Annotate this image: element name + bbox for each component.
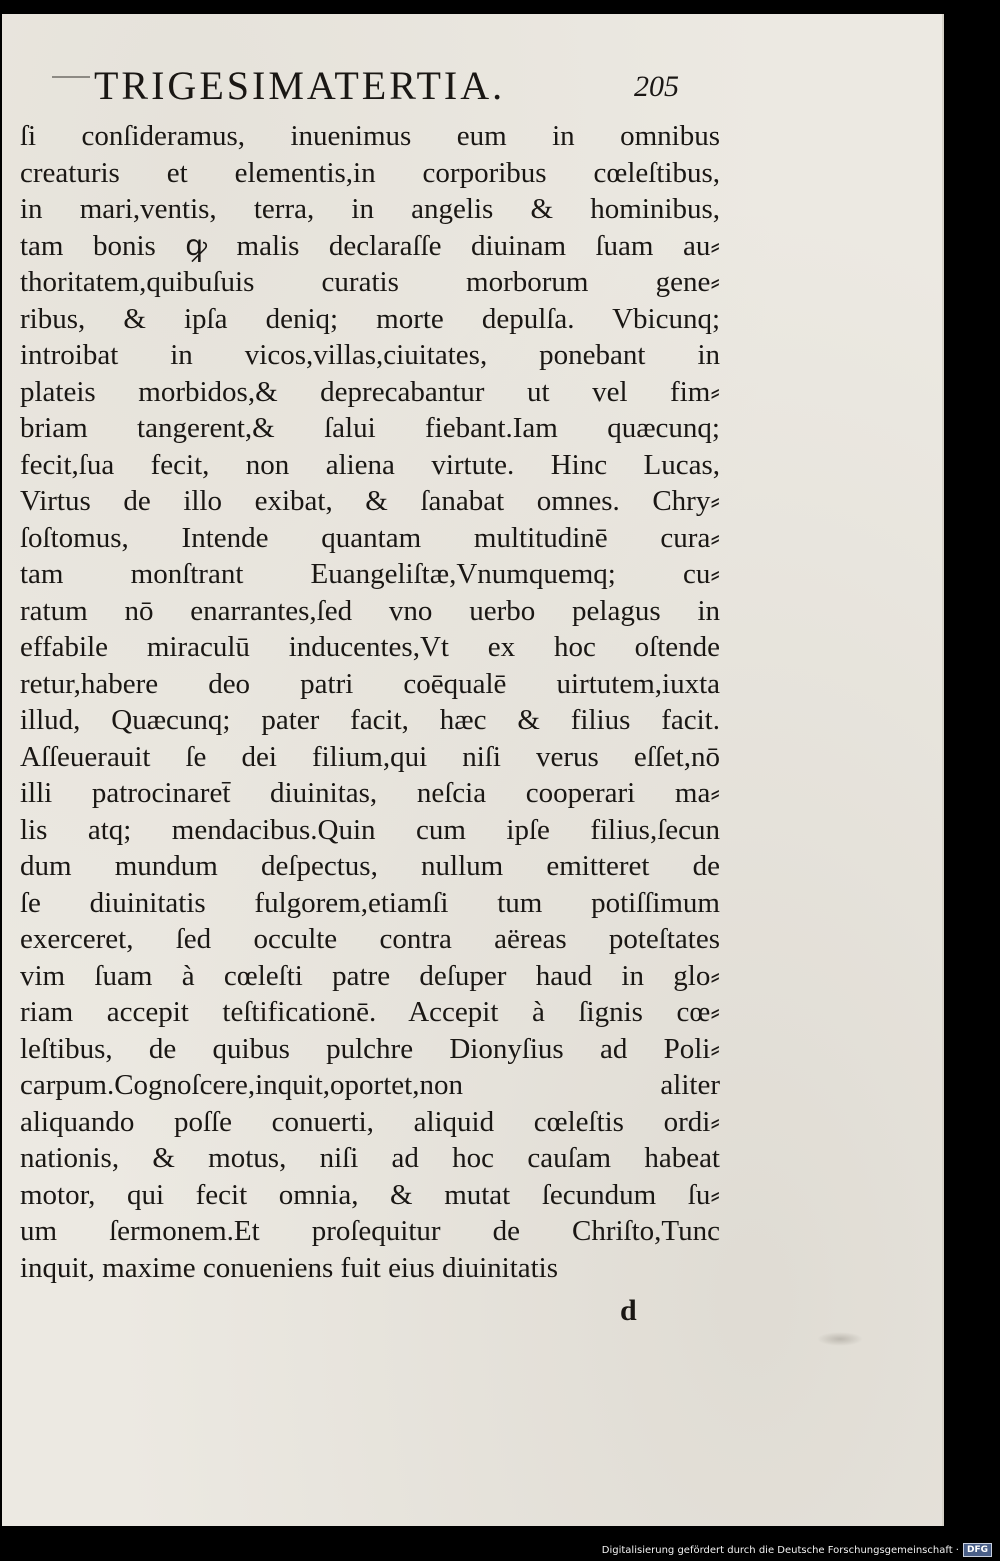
dfg-logo-icon: DFG	[963, 1543, 992, 1557]
text-line: illi patrocinaret̄ diuinitas, neſcia cooperari ma⸗	[20, 777, 720, 809]
text-line: leſtibus, de quibus pulchre Dionyſius ad Poli⸗	[20, 1032, 720, 1065]
signature-mark: d	[620, 1294, 637, 1327]
running-head-rule	[52, 76, 90, 78]
text-line: ſoſtomus, Intende quantam multitudinē cura⸗	[20, 521, 720, 554]
text-line: fecit,ſua fecit, non aliena virtute. Hinc Lucas,	[20, 448, 720, 481]
text-line: thoritatem,quibuſuis curatis morborum gene⸗	[20, 266, 720, 298]
text-line: aliquando poſſe conuerti, aliquid cœleſtis ordi⸗	[20, 1105, 720, 1138]
text-line: dum mundum deſpectus, nullum emitteret de	[20, 850, 720, 882]
book-page	[2, 14, 944, 1526]
footer-credit	[602, 1543, 992, 1557]
text-line: ſi conſideramus, inuenimus eum in omnibus	[20, 120, 720, 152]
ink-smudge	[817, 1332, 863, 1346]
text-line: Aſſeuerauit ſe dei filium,qui niſi verus eſſet,nō	[20, 740, 720, 773]
text-line: um ſermonem.Et proſequitur de Chriſto,Tunc	[20, 1215, 720, 1247]
text-line: creaturis et elementis,in corporibus cœleſtibus,	[20, 156, 720, 189]
text-line: plateis morbidos,& deprecabantur ut vel fim⸗	[20, 375, 720, 408]
text-line: tam monſtrant Euangeliſtæ,Vnumquemq; cu⸗	[20, 558, 720, 590]
text-line: Virtus de illo exibat, & ſanabat omnes. Chry⸗	[20, 485, 720, 517]
text-line: nationis, & motus, niſi ad hoc cauſam habeat	[20, 1142, 720, 1174]
text-line: lis atq; mendacibus.Quin cum ipſe filius,ſecun	[20, 813, 720, 846]
text-line: ſe diuinitatis fulgorem,etiamſi tum potiſſimum	[20, 886, 720, 919]
text-line: illud, Quæcunq; pater facit, hæc & filius facit.	[20, 704, 720, 736]
body-text	[20, 118, 720, 1286]
text-line: ribus, & ipſa deniq; morte depulſa. Vbicunq;	[20, 302, 720, 335]
text-line: effabile miraculū inducentes,Vt ex hoc oſtende	[20, 631, 720, 663]
text-line: inquit, maxime conueniens fuit eius diuinitatis	[20, 1251, 559, 1284]
page-number: 205	[634, 70, 679, 103]
text-line: retur,habere deo patri coēqualē uirtutem,iuxta	[20, 667, 720, 700]
running-head: TRIGESIMATERTIA.	[94, 63, 506, 108]
text-line: introibat in vicos,villas,ciuitates, ponebant in	[20, 339, 720, 371]
text-line: carpum.Cognoſcere,inquit,oportet,non aliter	[20, 1069, 720, 1101]
text-line: ratum nō enarrantes,ſed vno uerbo pelagus in	[20, 594, 720, 627]
text-line: briam tangerent,& ſalui fiebant.Iam quæcunq;	[20, 412, 720, 444]
text-line: vim ſuam à cœleſti patre deſuper haud in glo⸗	[20, 959, 720, 992]
text-line: exerceret, ſed occulte contra aëreas poteſtates	[20, 923, 720, 955]
text-line: tam bonis ꝙ malis declaraſſe diuinam ſuam au⸗	[20, 229, 720, 262]
text-line: motor, qui fecit omnia, & mutat ſecundum ſu⸗	[20, 1178, 720, 1211]
footer-credit-text: Digitalisierung gefördert durch die Deutsche Forschungsgemeinschaft ·	[601, 1544, 959, 1556]
text-line: in mari,ventis, terra, in angelis & hominibus,	[20, 193, 720, 225]
text-line: riam accepit teſtificationē. Accepit à ſignis cœ⸗	[20, 996, 720, 1028]
